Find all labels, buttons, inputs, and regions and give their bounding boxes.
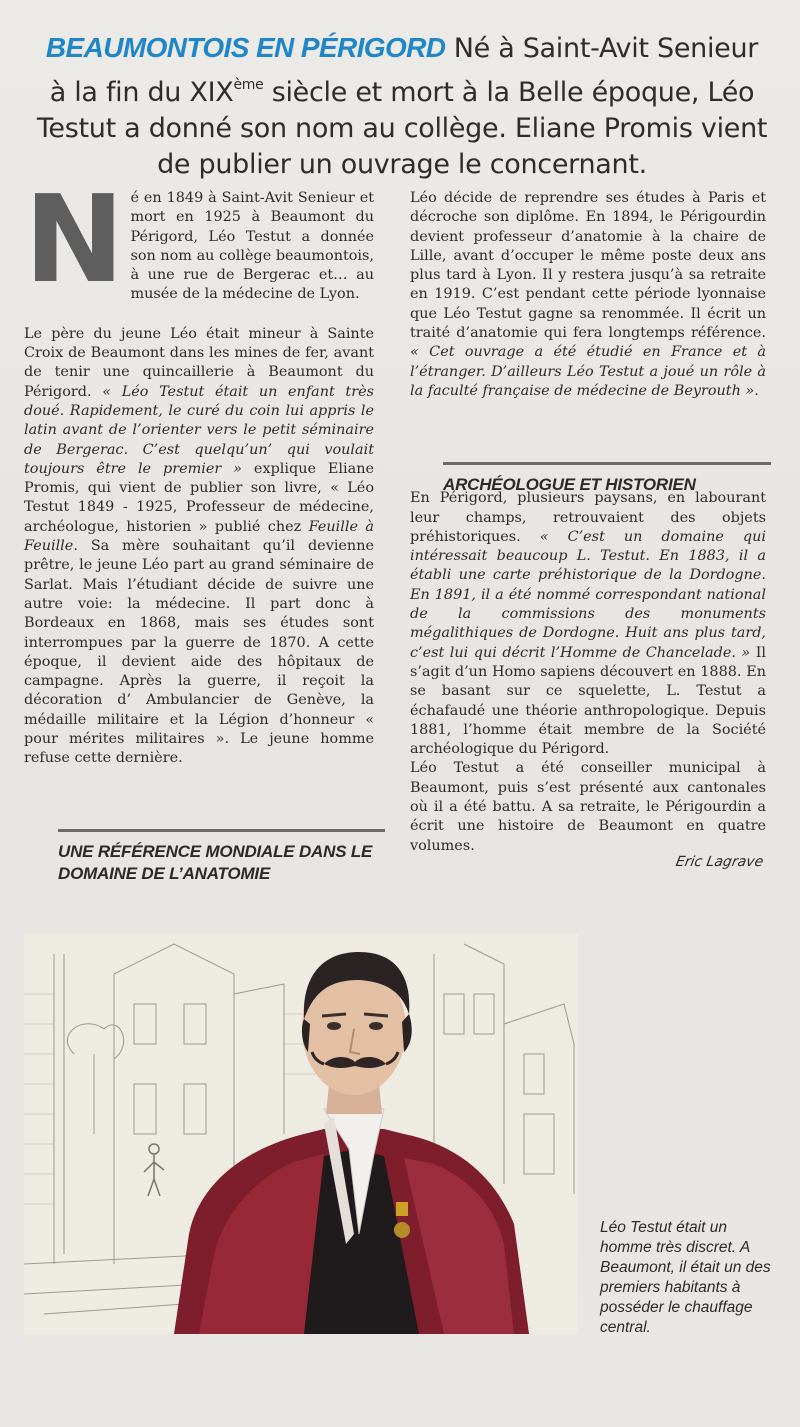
section-title-archeologue: ARCHÉOLOGUE ET HISTORIEN [443, 475, 696, 494]
quote-run: « Cet ouvrage a été étudié en France et à l’étranger. D’ailleurs Léo Testut a joué un rôle à la faculté française de médecine de Beyrouth » [410, 344, 766, 399]
paragraph-politics: Léo Testut a été conseiller municipal à Beaumont, puis s’est présenté aux cantonales où il a été battu. A sa retraite, le Périgourdin a écrit une histoire de Beaumont en quatre volumes. [410, 760, 766, 854]
portrait-illustration [24, 934, 578, 1334]
publisher-name: Feuille à Feuille [24, 518, 374, 555]
left-column [24, 171, 374, 769]
text-run: . [754, 382, 759, 399]
text-run: Il s’agit d’un Homo sapiens découvert en 1888. En se basant sur ce squelette, L. Testut a échafaudé une théorie anthropologique. Depuis 1881, l’homme était membre de la Société archéologique du Périgord. [410, 644, 766, 758]
headline-kicker: BEAUMONTOIS EN PÉRIGORD [45, 32, 446, 63]
headline-line1: Né à Saint-Avit Senieur [445, 33, 759, 64]
headline-line4: de publier un ouvrage le concernant. [157, 149, 647, 180]
text-run: Le père du jeune Léo était mineur à Sainte Croix de Beaumont dans les mines de fer, avant de tenir une quincaillerie à Beaumont du Périgord. [24, 325, 374, 400]
quote-run: « C’est un domaine qui intéressait beaucoup L. Testut. En 1883, il a établi une carte préhistorique de la Dordogne. En 1891, il a été nommé correspondant national de la commissions des monuments mégalithiques de Dordogne. Huit ans plus tard, c’est lui qui décrit l’Homme de Chancelade. » [410, 528, 766, 661]
dropcap: N [24, 171, 121, 310]
section-archeologue [443, 462, 771, 496]
photo-caption: Léo Testut était un homme très discret. A Beaumont, il était un des premiers habitants à posséder le chauffage central. [600, 1219, 771, 1336]
section-rule [58, 829, 385, 832]
right-column [410, 189, 766, 856]
author-signature: Eric Lagrave [674, 854, 765, 870]
text-run: . Sa mère souhaitant qu’il devienne prêtre, le jeune Léo part au grand séminaire de Sarlat. Mais l’étudiant décide de suivre une autre voie: la médecine. Il part donc à Bordeaux en 1868, mais ses études sont interrompues par la guerre de 1870. A cette époque, il devient aide des hôpitaux de campagne. Après la guerre, il reçoit la décoration d’ Ambulancier de Genève, la médaille militaire et la Légion d’honneur « pour mérites militaires ». Le jeune homme refuse cette dernière. [24, 538, 374, 767]
paragraph-archeology [410, 489, 766, 759]
text-run: En Périgord, plusieurs paysans, en labourant leur champs, retrouvaient des objets préhistoriques. [410, 490, 766, 545]
headline-line3: Testut a donné son nom au collège. Eliane Promis vient [36, 113, 768, 144]
section-reference [58, 829, 385, 885]
headline-superscript: ème [233, 77, 264, 93]
quote-run: « Léo Testut était un enfant très doué. Rapidement, le curé du coin lui appris le latin avant de l’orienter vers le petit séminaire de Bergerac. C’est quelqu’un’ qui voulait toujours être le premier » [24, 383, 374, 477]
portrait-photo [24, 934, 578, 1334]
intro-text: é en 1849 à Saint-Avit Senieur et mort en 1925 à Beaumont du Périgord, Léo Testut a donnée son nom au collège beaumontois, à une rue de Bergerac et… au musée de la médecine de Lyon. [130, 190, 374, 303]
section-title-reference: UNE RÉFÉRENCE MONDIALE DANS LE DOMAINE DE L’ANATOMIE [58, 842, 373, 883]
text-run: explique Eliane Promis, qui vient de publier son livre, « Léo Testut 1849 - 1925, Professeur de médecine, archéologue, historien » publié chez [24, 460, 374, 535]
intro-paragraph [24, 171, 374, 310]
paragraph-career [410, 189, 766, 401]
text-run: Léo décide de reprendre ses études à Paris et décroche son diplôme. En 1894, le Périgourdin devient professeur d’anatomie à la chaire de Lille, avant d’occuper le même poste deux ans plus tard à Lyon. Il y restera jusqu’à sa retraite en 1919. C’est pendant cette période lyonnaise que Léo Testut gagne sa renommée. Il écrit un traité d’anatomie qui fera longtemps référence. [410, 190, 766, 342]
headline [26, 30, 778, 183]
headline-line2-pre: à la fin du XIX [49, 77, 234, 108]
section-rule [443, 462, 771, 465]
headline-line2-post: siècle et mort à la Belle époque, Léo [263, 77, 755, 108]
paragraph-childhood [24, 325, 374, 769]
